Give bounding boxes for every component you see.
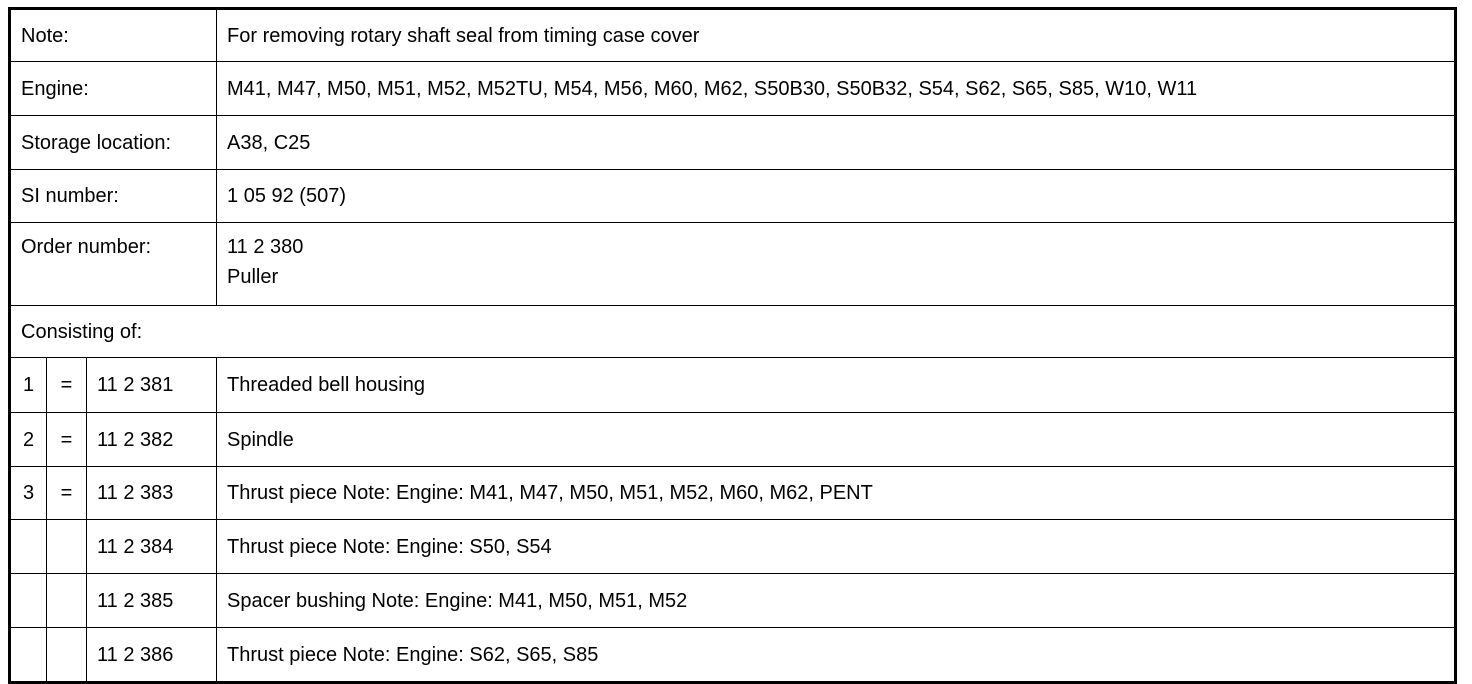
consisting-of-label: Consisting of: xyxy=(10,306,1456,358)
order-number-value xyxy=(217,223,1456,306)
part-description: Spacer bushing Note: Engine: M41, M50, M51, M52 xyxy=(217,574,1456,628)
part-number: 11 2 384 xyxy=(87,520,217,574)
engine-row xyxy=(10,62,1456,116)
si-number-label: SI number: xyxy=(10,170,217,223)
part-description: Thrust piece Note: Engine: S50, S54 xyxy=(217,520,1456,574)
special-tool-table xyxy=(8,7,1457,684)
note-label: Note: xyxy=(10,9,217,62)
part-index xyxy=(10,520,47,574)
part-description: Threaded bell housing xyxy=(217,358,1456,413)
part-equals: = xyxy=(47,467,87,520)
order-number-label: Order number: xyxy=(10,223,217,306)
part-equals: = xyxy=(47,358,87,413)
part-description: Thrust piece Note: Engine: M41, M47, M50, M51, M52, M60, M62, PENT xyxy=(217,467,1456,520)
engine-label: Engine: xyxy=(10,62,217,116)
part-row xyxy=(10,574,1456,628)
part-number: 11 2 385 xyxy=(87,574,217,628)
order-tool-name: Puller xyxy=(227,266,279,288)
si-number-row xyxy=(10,170,1456,223)
si-number-value: 1 05 92 (507) xyxy=(217,170,1456,223)
part-description: Thrust piece Note: Engine: S62, S65, S85 xyxy=(217,628,1456,683)
part-equals xyxy=(47,628,87,683)
storage-location-value: A38, C25 xyxy=(217,116,1456,170)
note-row xyxy=(10,9,1456,62)
storage-location-label: Storage location: xyxy=(10,116,217,170)
part-equals: = xyxy=(47,413,87,467)
part-index: 1 xyxy=(10,358,47,413)
part-index: 3 xyxy=(10,467,47,520)
part-equals xyxy=(47,520,87,574)
part-equals xyxy=(47,574,87,628)
part-row xyxy=(10,358,1456,413)
part-index xyxy=(10,574,47,628)
part-index: 2 xyxy=(10,413,47,467)
part-row xyxy=(10,628,1456,683)
order-number-row xyxy=(10,223,1456,306)
part-row xyxy=(10,467,1456,520)
part-index xyxy=(10,628,47,683)
storage-location-row xyxy=(10,116,1456,170)
order-number: 11 2 380 xyxy=(227,236,304,258)
part-number: 11 2 381 xyxy=(87,358,217,413)
part-row xyxy=(10,413,1456,467)
part-description: Spindle xyxy=(217,413,1456,467)
engine-value: M41, M47, M50, M51, M52, M52TU, M54, M56, M60, M62, S50B30, S50B32, S54, S62, S65, S85, W10, W11 xyxy=(217,62,1456,116)
note-value: For removing rotary shaft seal from timing case cover xyxy=(217,9,1456,62)
part-number: 11 2 383 xyxy=(87,467,217,520)
part-number: 11 2 386 xyxy=(87,628,217,683)
part-row xyxy=(10,520,1456,574)
part-number: 11 2 382 xyxy=(87,413,217,467)
consisting-of-row xyxy=(10,306,1456,358)
